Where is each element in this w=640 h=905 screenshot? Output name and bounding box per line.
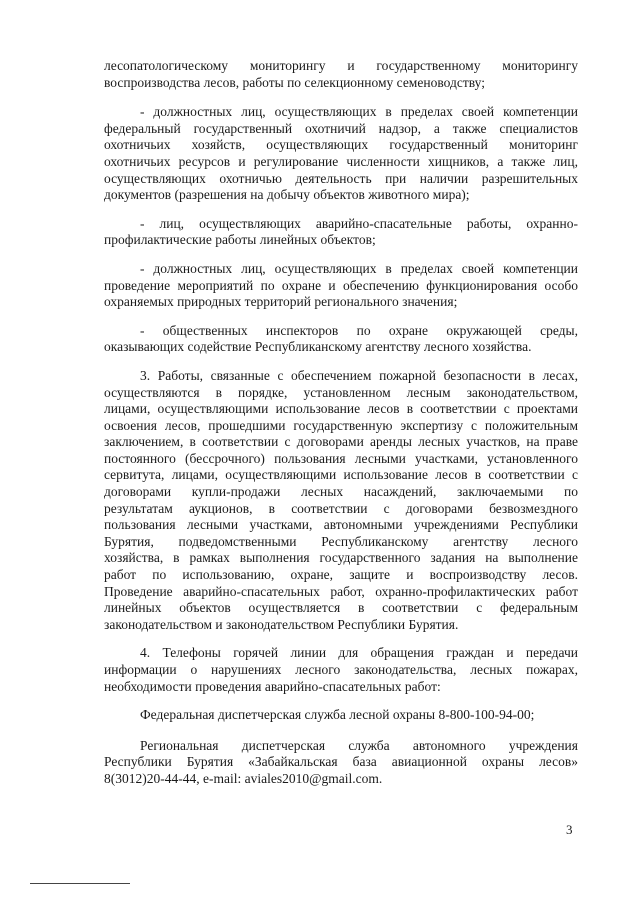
footer-rule <box>30 883 130 884</box>
text-line: федеральный государственный охотничий надзор, а также специалистов <box>104 120 578 136</box>
text-line: законодательством и законодательством Республики Бурятия. <box>104 616 459 632</box>
text-line: договорами купли-продажи лесных насаждений, заключаемыми по <box>104 484 578 500</box>
text-line: - общественных инспекторов по охране окружающей среды, <box>140 322 578 338</box>
text-line: - лиц, осуществляющих аварийно-спасательные работы, охранно- <box>140 215 578 231</box>
text-line: Федеральная диспетчерская служба лесной охраны 8-800-100-94-00; <box>140 707 535 723</box>
text-line: охотничьих ресурсов и регулирование численности хищников, а также лиц, <box>104 153 578 169</box>
paragraph-public-inspectors <box>104 323 578 356</box>
text-line: линейных объектов осуществляется в соответствии с федеральным <box>104 600 578 616</box>
text-line: 3. Работы, связанные с обеспечением пожарной безопасности в лесах, <box>140 367 578 383</box>
text-line: - должностных лиц, осуществляющих в пределах своей компетенции <box>140 260 578 276</box>
text-line: пользования лесными участками, автономными учреждениями Республики <box>104 517 578 533</box>
text-line: Проведение аварийно-спасательных работ, охранно-профилактических работ <box>104 583 578 599</box>
paragraph-section-4 <box>104 645 578 695</box>
text-line: осуществляющих охотничью деятельность при наличии разрешительных <box>104 170 578 186</box>
text-line: осуществляются в порядке, установленном лесным законодательством, <box>104 384 578 400</box>
text-line: проведение мероприятий по охране и обеспечению функционирования особо <box>104 277 578 293</box>
text-line: 8(3012)20-44-44, e-mail: aviales2010@gmail.com. <box>104 770 383 786</box>
text-line: необходимости проведения аварийно-спасательных работ: <box>104 678 441 694</box>
text-line: 4. Телефоны горячей линии для обращения граждан и передачи <box>140 645 578 661</box>
text-line: Бурятия, подведомственными Республиканскому агентству лесного <box>104 533 578 549</box>
text-line: заключением, в соответствии с договорами аренды лесных участков, на праве <box>104 434 578 450</box>
paragraph-rescue-works <box>104 216 578 249</box>
paragraph-regional-hotline <box>104 738 578 788</box>
text-line: охотничьих хозяйств, осуществляющих государственный мониторинг <box>104 137 578 153</box>
text-line: профилактические работы линейных объектов; <box>104 232 376 248</box>
text-line: оказывающих содействие Республиканскому агентству лесного хозяйства. <box>104 339 532 355</box>
text-line: результатам аукционов, в соответствии с договорами безвозмездного <box>104 500 578 516</box>
text-line: хозяйства, в рамках выполнения государственного задания на выполнение <box>104 550 578 566</box>
page-number: 3 <box>566 822 573 837</box>
text-line: освоения лесов, прошедшими государственную экспертизу с положительным <box>104 417 578 433</box>
text-line: воспроизводства лесов, работы по селекционному семеноводству; <box>104 74 485 90</box>
text-line: работ по использованию, охране, защите и воспроизводству лесов. <box>104 567 578 583</box>
text-line: - должностных лиц, осуществляющих в пределах своей компетенции <box>140 104 578 120</box>
text-line: Республики Бурятия «Забайкальская база авиационной охраны лесов» <box>104 754 578 770</box>
text-line: документов (разрешения на добычу объектов животного мира); <box>104 187 470 203</box>
text-line: Региональная диспетчерская служба автономного учреждения <box>140 737 578 753</box>
paragraph-monitoring <box>104 58 578 91</box>
text-line: лицами, осуществляющими использование лесов в соответствии с проектами <box>104 401 578 417</box>
paragraph-protected-areas <box>104 261 578 311</box>
text-line: информации о нарушениях лесного законодательства, лесных пожарах, <box>104 662 578 677</box>
text-line: лесопатологическому мониторингу и государственному мониторингу <box>104 58 578 73</box>
paragraph-federal-hotline <box>104 707 578 724</box>
text-line: охраняемых природных территорий регионального значения; <box>104 294 458 310</box>
paragraph-hunting-supervision <box>104 104 578 204</box>
paragraph-section-3 <box>104 368 578 634</box>
text-line: постоянного (бессрочного) пользования лесными участками, установленного <box>104 450 578 466</box>
document-body <box>104 58 578 800</box>
text-line: сервитута, лицами, осуществляющими использование лесов в соответствии с <box>104 467 578 483</box>
